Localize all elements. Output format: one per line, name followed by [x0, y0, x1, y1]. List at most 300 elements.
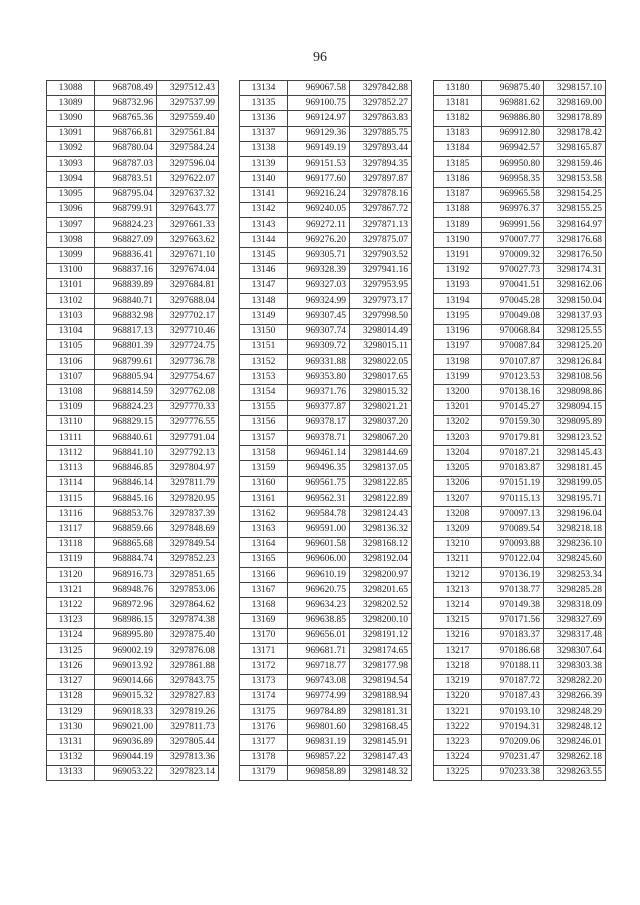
x-coordinate-cell: 970145.27 [482, 400, 544, 415]
x-coordinate-cell: 969177.60 [288, 172, 350, 187]
y-coordinate-cell: 3298199.05 [544, 476, 606, 491]
y-coordinate-cell: 3297953.95 [350, 278, 412, 293]
point-id-cell: 13162 [240, 507, 288, 522]
x-coordinate-cell: 969718.77 [288, 659, 350, 674]
page-number: 96 [313, 50, 327, 65]
table-row [434, 507, 606, 522]
x-coordinate-cell: 968780.04 [95, 141, 157, 156]
table-row [240, 400, 412, 415]
point-id-cell: 13143 [240, 217, 288, 232]
point-id-cell: 13145 [240, 248, 288, 263]
point-id-cell: 13161 [240, 491, 288, 506]
point-id-cell: 13215 [434, 613, 482, 628]
table-row [47, 187, 219, 202]
table-row [47, 613, 219, 628]
point-id-cell: 13186 [434, 172, 482, 187]
y-coordinate-cell: 3297853.06 [157, 583, 219, 598]
point-id-cell: 13170 [240, 628, 288, 643]
y-coordinate-cell: 3297819.26 [157, 704, 219, 719]
table-row [47, 339, 219, 354]
table-row [434, 537, 606, 552]
table-row [434, 415, 606, 430]
point-id-cell: 13224 [434, 750, 482, 765]
y-coordinate-cell: 3298015.32 [350, 385, 412, 400]
y-coordinate-cell: 3297643.77 [157, 202, 219, 217]
x-coordinate-cell: 969272.11 [288, 217, 350, 232]
x-coordinate-cell: 968827.09 [95, 233, 157, 248]
x-coordinate-cell: 970193.10 [482, 704, 544, 719]
x-coordinate-cell: 969378.17 [288, 415, 350, 430]
x-coordinate-cell: 970138.77 [482, 583, 544, 598]
y-coordinate-cell: 3297998.50 [350, 309, 412, 324]
x-coordinate-cell: 968814.59 [95, 385, 157, 400]
point-id-cell: 13209 [434, 522, 482, 537]
table-row [47, 263, 219, 278]
x-coordinate-cell: 968801.39 [95, 339, 157, 354]
point-id-cell: 13133 [47, 765, 95, 780]
point-id-cell: 13171 [240, 644, 288, 659]
x-coordinate-cell: 970187.43 [482, 689, 544, 704]
x-coordinate-cell: 968824.23 [95, 400, 157, 415]
x-coordinate-cell: 970187.72 [482, 674, 544, 689]
y-coordinate-cell: 3297791.04 [157, 431, 219, 446]
y-coordinate-cell: 3298327.69 [544, 613, 606, 628]
y-coordinate-cell: 3297864.62 [157, 598, 219, 613]
y-coordinate-cell: 3298122.85 [350, 476, 412, 491]
table-row [47, 126, 219, 141]
x-coordinate-cell: 968859.66 [95, 522, 157, 537]
y-coordinate-cell: 3297561.84 [157, 126, 219, 141]
y-coordinate-cell: 3298282.20 [544, 674, 606, 689]
x-coordinate-cell: 969831.19 [288, 735, 350, 750]
x-coordinate-cell: 970183.87 [482, 461, 544, 476]
table-row [240, 689, 412, 704]
table-row [434, 354, 606, 369]
x-coordinate-cell: 970009.32 [482, 248, 544, 263]
y-coordinate-cell: 3298181.31 [350, 704, 412, 719]
table-row [240, 598, 412, 613]
x-coordinate-cell: 968972.96 [95, 598, 157, 613]
x-coordinate-cell: 968708.49 [95, 81, 157, 96]
y-coordinate-cell: 3297861.88 [157, 659, 219, 674]
point-id-cell: 13200 [434, 385, 482, 400]
table-row [240, 476, 412, 491]
point-id-cell: 13221 [434, 704, 482, 719]
x-coordinate-cell: 968986.15 [95, 613, 157, 628]
y-coordinate-cell: 3298150.04 [544, 294, 606, 309]
y-coordinate-cell: 3298159.46 [544, 157, 606, 172]
x-coordinate-cell: 969324.99 [288, 294, 350, 309]
x-coordinate-cell: 969018.33 [95, 704, 157, 719]
x-coordinate-cell: 968884.74 [95, 552, 157, 567]
point-id-cell: 13106 [47, 354, 95, 369]
y-coordinate-cell: 3297843.75 [157, 674, 219, 689]
y-coordinate-cell: 3297871.13 [350, 217, 412, 232]
point-id-cell: 13108 [47, 385, 95, 400]
x-coordinate-cell: 970188.11 [482, 659, 544, 674]
point-id-cell: 13138 [240, 141, 288, 156]
point-id-cell: 13118 [47, 537, 95, 552]
y-coordinate-cell: 3297849.54 [157, 537, 219, 552]
table-row [47, 522, 219, 537]
x-coordinate-cell: 969036.89 [95, 735, 157, 750]
y-coordinate-cell: 3298137.05 [350, 461, 412, 476]
point-id-cell: 13093 [47, 157, 95, 172]
point-id-cell: 13113 [47, 461, 95, 476]
y-coordinate-cell: 3298017.65 [350, 370, 412, 385]
table-row [47, 507, 219, 522]
point-id-cell: 13120 [47, 568, 95, 583]
point-id-cell: 13214 [434, 598, 482, 613]
x-coordinate-cell: 970068.84 [482, 324, 544, 339]
y-coordinate-cell: 3298165.87 [544, 141, 606, 156]
table-row [47, 491, 219, 506]
point-id-cell: 13119 [47, 552, 95, 567]
x-coordinate-cell: 969591.00 [288, 522, 350, 537]
y-coordinate-cell: 3297736.78 [157, 354, 219, 369]
y-coordinate-cell: 3298218.18 [544, 522, 606, 537]
table-row [240, 354, 412, 369]
table-row [47, 81, 219, 96]
point-id-cell: 13124 [47, 628, 95, 643]
y-coordinate-cell: 3298137.93 [544, 309, 606, 324]
table-row [434, 552, 606, 567]
table-row [240, 339, 412, 354]
x-coordinate-cell: 968995.80 [95, 628, 157, 643]
table-row [47, 461, 219, 476]
x-coordinate-cell: 969331.88 [288, 354, 350, 369]
point-id-cell: 13146 [240, 263, 288, 278]
x-coordinate-cell: 969309.72 [288, 339, 350, 354]
point-id-cell: 13103 [47, 309, 95, 324]
table-row [240, 583, 412, 598]
y-coordinate-cell: 3298136.32 [350, 522, 412, 537]
y-coordinate-cell: 3297852.27 [350, 96, 412, 111]
point-id-cell: 13191 [434, 248, 482, 263]
y-coordinate-cell: 3298174.31 [544, 263, 606, 278]
table-row [47, 598, 219, 613]
y-coordinate-cell: 3297559.40 [157, 111, 219, 126]
table-row [434, 598, 606, 613]
point-id-cell: 13164 [240, 537, 288, 552]
point-id-cell: 13104 [47, 324, 95, 339]
y-coordinate-cell: 3297867.72 [350, 202, 412, 217]
x-coordinate-cell: 970087.84 [482, 339, 544, 354]
y-coordinate-cell: 3297973.17 [350, 294, 412, 309]
point-id-cell: 13112 [47, 446, 95, 461]
y-coordinate-cell: 3298317.48 [544, 628, 606, 643]
point-id-cell: 13184 [434, 141, 482, 156]
table-row [47, 659, 219, 674]
point-id-cell: 13126 [47, 659, 95, 674]
y-coordinate-cell: 3298200.10 [350, 613, 412, 628]
y-coordinate-cell: 3297805.44 [157, 735, 219, 750]
table-row [434, 689, 606, 704]
table-row [240, 735, 412, 750]
table-row [47, 476, 219, 491]
coordinate-table-3 [433, 80, 606, 781]
point-id-cell: 13194 [434, 294, 482, 309]
point-id-cell: 13165 [240, 552, 288, 567]
table-row [240, 522, 412, 537]
y-coordinate-cell: 3297637.32 [157, 187, 219, 202]
point-id-cell: 13185 [434, 157, 482, 172]
point-id-cell: 13128 [47, 689, 95, 704]
table-row [47, 689, 219, 704]
table-row [240, 370, 412, 385]
y-coordinate-cell: 3297724.75 [157, 339, 219, 354]
table-row [240, 446, 412, 461]
table-row [240, 720, 412, 735]
x-coordinate-cell: 968787.03 [95, 157, 157, 172]
point-id-cell: 13142 [240, 202, 288, 217]
y-coordinate-cell: 3298200.97 [350, 568, 412, 583]
point-id-cell: 13144 [240, 233, 288, 248]
point-id-cell: 13100 [47, 263, 95, 278]
table-row [240, 263, 412, 278]
table-row [240, 294, 412, 309]
y-coordinate-cell: 3297878.16 [350, 187, 412, 202]
y-coordinate-cell: 3298246.01 [544, 735, 606, 750]
point-id-cell: 13134 [240, 81, 288, 96]
x-coordinate-cell: 969681.71 [288, 644, 350, 659]
y-coordinate-cell: 3297885.75 [350, 126, 412, 141]
y-coordinate-cell: 3297837.39 [157, 507, 219, 522]
point-id-cell: 13157 [240, 431, 288, 446]
table-row [240, 628, 412, 643]
x-coordinate-cell: 969305.71 [288, 248, 350, 263]
x-coordinate-cell: 969124.97 [288, 111, 350, 126]
table-row [240, 157, 412, 172]
point-id-cell: 13116 [47, 507, 95, 522]
point-id-cell: 13152 [240, 354, 288, 369]
point-id-cell: 13141 [240, 187, 288, 202]
table-row [47, 202, 219, 217]
x-coordinate-cell: 969976.37 [482, 202, 544, 217]
point-id-cell: 13155 [240, 400, 288, 415]
x-coordinate-cell: 969857.22 [288, 750, 350, 765]
y-coordinate-cell: 3297875.40 [157, 628, 219, 643]
y-coordinate-cell: 3297776.55 [157, 415, 219, 430]
point-id-cell: 13177 [240, 735, 288, 750]
x-coordinate-cell: 970122.04 [482, 552, 544, 567]
y-coordinate-cell: 3298262.18 [544, 750, 606, 765]
point-id-cell: 13129 [47, 704, 95, 719]
point-id-cell: 13208 [434, 507, 482, 522]
y-coordinate-cell: 3297804.97 [157, 461, 219, 476]
point-id-cell: 13207 [434, 491, 482, 506]
point-id-cell: 13179 [240, 765, 288, 780]
x-coordinate-cell: 970231.47 [482, 750, 544, 765]
x-coordinate-cell: 970171.56 [482, 613, 544, 628]
x-coordinate-cell: 969881.62 [482, 96, 544, 111]
point-id-cell: 13166 [240, 568, 288, 583]
y-coordinate-cell: 3298253.34 [544, 568, 606, 583]
x-coordinate-cell: 970093.88 [482, 537, 544, 552]
y-coordinate-cell: 3298144.69 [350, 446, 412, 461]
y-coordinate-cell: 3298164.97 [544, 217, 606, 232]
x-coordinate-cell: 969129.36 [288, 126, 350, 141]
point-id-cell: 13131 [47, 735, 95, 750]
y-coordinate-cell: 3297754.67 [157, 370, 219, 385]
x-coordinate-cell: 969584.78 [288, 507, 350, 522]
table-row [434, 370, 606, 385]
x-coordinate-cell: 970138.16 [482, 385, 544, 400]
point-id-cell: 13132 [47, 750, 95, 765]
x-coordinate-cell: 969620.75 [288, 583, 350, 598]
y-coordinate-cell: 3297537.99 [157, 96, 219, 111]
y-coordinate-cell: 3297827.83 [157, 689, 219, 704]
point-id-cell: 13201 [434, 400, 482, 415]
table-row [240, 96, 412, 111]
point-id-cell: 13101 [47, 278, 95, 293]
x-coordinate-cell: 968829.15 [95, 415, 157, 430]
y-coordinate-cell: 3298148.32 [350, 765, 412, 780]
table-row [434, 157, 606, 172]
x-coordinate-cell: 968817.13 [95, 324, 157, 339]
table-row [47, 704, 219, 719]
y-coordinate-cell: 3297762.08 [157, 385, 219, 400]
table-row [240, 568, 412, 583]
point-id-cell: 13137 [240, 126, 288, 141]
point-id-cell: 13205 [434, 461, 482, 476]
y-coordinate-cell: 3298154.25 [544, 187, 606, 202]
y-coordinate-cell: 3298194.54 [350, 674, 412, 689]
y-coordinate-cell: 3298176.68 [544, 233, 606, 248]
y-coordinate-cell: 3298094.15 [544, 400, 606, 415]
x-coordinate-cell: 968846.85 [95, 461, 157, 476]
point-id-cell: 13168 [240, 598, 288, 613]
y-coordinate-cell: 3297813.36 [157, 750, 219, 765]
point-id-cell: 13173 [240, 674, 288, 689]
x-coordinate-cell: 970149.38 [482, 598, 544, 613]
point-id-cell: 13188 [434, 202, 482, 217]
y-coordinate-cell: 3297710.46 [157, 324, 219, 339]
table-row [47, 537, 219, 552]
table-row [434, 750, 606, 765]
table-row [240, 111, 412, 126]
y-coordinate-cell: 3298145.91 [350, 735, 412, 750]
table-row [47, 278, 219, 293]
y-coordinate-cell: 3298318.09 [544, 598, 606, 613]
point-id-cell: 13121 [47, 583, 95, 598]
x-coordinate-cell: 968732.96 [95, 96, 157, 111]
x-coordinate-cell: 969307.45 [288, 309, 350, 324]
y-coordinate-cell: 3297584.24 [157, 141, 219, 156]
point-id-cell: 13169 [240, 613, 288, 628]
y-coordinate-cell: 3298307.64 [544, 644, 606, 659]
table-row [47, 674, 219, 689]
table-row [434, 628, 606, 643]
point-id-cell: 13117 [47, 522, 95, 537]
y-coordinate-cell: 3297897.87 [350, 172, 412, 187]
table-row [240, 491, 412, 506]
point-id-cell: 13189 [434, 217, 482, 232]
x-coordinate-cell: 968948.76 [95, 583, 157, 598]
table-row [47, 400, 219, 415]
table-row [434, 400, 606, 415]
y-coordinate-cell: 3298188.94 [350, 689, 412, 704]
x-coordinate-cell: 970089.54 [482, 522, 544, 537]
table-row [47, 141, 219, 156]
x-coordinate-cell: 969021.00 [95, 720, 157, 735]
point-id-cell: 13091 [47, 126, 95, 141]
point-id-cell: 13090 [47, 111, 95, 126]
table-row [434, 704, 606, 719]
table-row [47, 720, 219, 735]
table-row [434, 568, 606, 583]
y-coordinate-cell: 3298181.45 [544, 461, 606, 476]
table-row [240, 659, 412, 674]
y-coordinate-cell: 3297671.10 [157, 248, 219, 263]
point-id-cell: 13140 [240, 172, 288, 187]
x-coordinate-cell: 968836.41 [95, 248, 157, 263]
y-coordinate-cell: 3298169.00 [544, 96, 606, 111]
point-id-cell: 13127 [47, 674, 95, 689]
table-row [434, 644, 606, 659]
table-row [240, 461, 412, 476]
point-id-cell: 13176 [240, 720, 288, 735]
y-coordinate-cell: 3297792.13 [157, 446, 219, 461]
table-row [240, 217, 412, 232]
table-row [240, 750, 412, 765]
x-coordinate-cell: 969942.57 [482, 141, 544, 156]
x-coordinate-cell: 969015.32 [95, 689, 157, 704]
table-row [47, 735, 219, 750]
point-id-cell: 13089 [47, 96, 95, 111]
x-coordinate-cell: 969562.31 [288, 491, 350, 506]
y-coordinate-cell: 3298192.04 [350, 552, 412, 567]
point-id-cell: 13160 [240, 476, 288, 491]
y-coordinate-cell: 3298248.29 [544, 704, 606, 719]
x-coordinate-cell: 969002.19 [95, 644, 157, 659]
y-coordinate-cell: 3298285.28 [544, 583, 606, 598]
x-coordinate-cell: 968841.10 [95, 446, 157, 461]
y-coordinate-cell: 3298168.12 [350, 537, 412, 552]
point-id-cell: 13220 [434, 689, 482, 704]
y-coordinate-cell: 3298147.43 [350, 750, 412, 765]
y-coordinate-cell: 3297894.35 [350, 157, 412, 172]
y-coordinate-cell: 3297702.17 [157, 309, 219, 324]
table-row [240, 233, 412, 248]
x-coordinate-cell: 970027.73 [482, 263, 544, 278]
table-row [434, 309, 606, 324]
point-id-cell: 13125 [47, 644, 95, 659]
x-coordinate-cell: 969044.19 [95, 750, 157, 765]
y-coordinate-cell: 3298108.56 [544, 370, 606, 385]
y-coordinate-cell: 3297875.07 [350, 233, 412, 248]
y-coordinate-cell: 3298155.25 [544, 202, 606, 217]
point-id-cell: 13130 [47, 720, 95, 735]
y-coordinate-cell: 3298174.65 [350, 644, 412, 659]
table-row [47, 309, 219, 324]
table-row [240, 431, 412, 446]
point-id-cell: 13206 [434, 476, 482, 491]
table-row [434, 96, 606, 111]
x-coordinate-cell: 969100.75 [288, 96, 350, 111]
point-id-cell: 13174 [240, 689, 288, 704]
point-id-cell: 13151 [240, 339, 288, 354]
table-row [240, 81, 412, 96]
y-coordinate-cell: 3297674.04 [157, 263, 219, 278]
x-coordinate-cell: 969328.39 [288, 263, 350, 278]
table-row [434, 461, 606, 476]
x-coordinate-cell: 969377.87 [288, 400, 350, 415]
x-coordinate-cell: 969601.58 [288, 537, 350, 552]
coordinate-table-2 [239, 80, 412, 781]
table-row [434, 202, 606, 217]
y-coordinate-cell: 3297811.79 [157, 476, 219, 491]
